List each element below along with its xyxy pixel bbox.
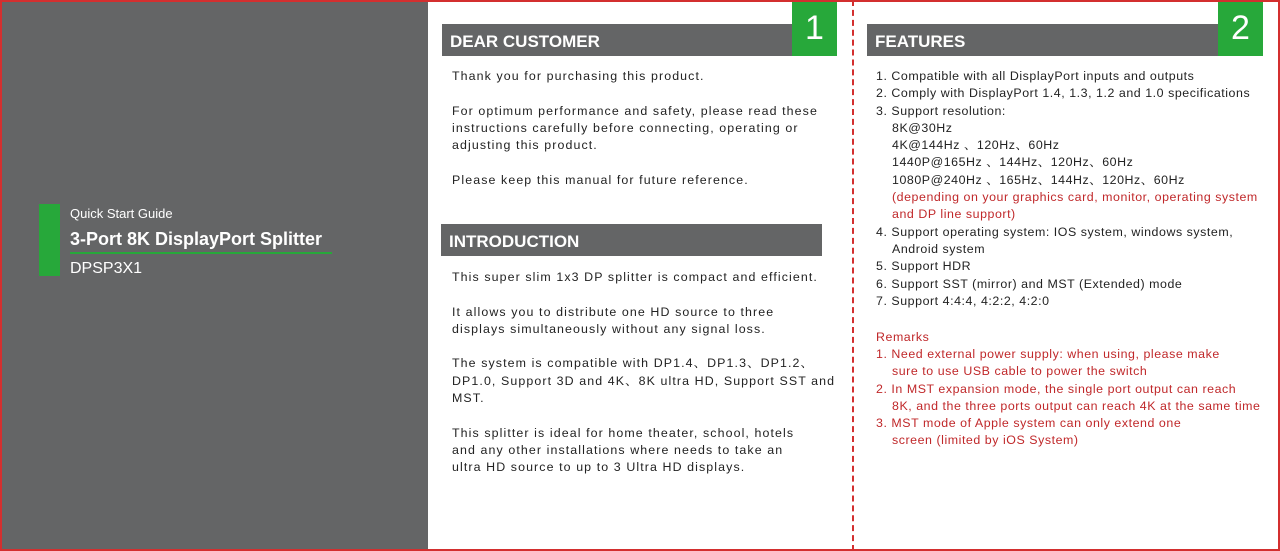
- cover-eyebrow: Quick Start Guide: [70, 206, 173, 221]
- introduction-line: It allows you to distribute one HD source to three: [452, 304, 775, 319]
- cover-title: 3-Port 8K DisplayPort Splitter: [70, 229, 332, 254]
- introduction-line: DP1.0, Support 3D and 4K、8K ultra HD, Support SST and: [452, 373, 836, 388]
- feature-item: and DP line support): [892, 207, 1016, 222]
- remark-item: 3. MST mode of Apple system can only extend one: [876, 416, 1182, 431]
- introduction-line: ultra HD source to up to 3 Ultra HD displays.: [452, 460, 746, 475]
- remark-item: 1. Need external power supply: when using, please make: [876, 347, 1220, 361]
- dear-customer-paragraph: [452, 68, 818, 85]
- dear-customer-line: instructions carefully before connecting, operating or: [452, 120, 799, 135]
- remark-item: 8K, and the three ports output can reach 4K at the same time: [892, 398, 1261, 413]
- remarks-list: [876, 346, 1260, 450]
- remark-item: screen (limited by iOS System): [892, 433, 1079, 448]
- introduction-line: MST.: [452, 391, 485, 406]
- dear-customer-paragraph: [452, 172, 818, 189]
- introduction-text: [452, 269, 835, 494]
- page-divider: [852, 0, 854, 551]
- dear-customer-paragraph: [452, 103, 818, 155]
- introduction-paragraph: [452, 355, 835, 407]
- introduction-paragraph: [452, 425, 835, 477]
- feature-item: 3. Support resolution:: [876, 103, 1006, 118]
- feature-item: 1440P@165Hz 、144Hz、120Hz、60Hz: [892, 155, 1134, 170]
- feature-item: 2. Comply with DisplayPort 1.4, 1.3, 1.2 and 1.0 specifications: [876, 86, 1251, 101]
- feature-item: 7. Support 4:4:4, 4:2:2, 4:2:0: [876, 293, 1050, 308]
- cover-accent-bar: [39, 204, 60, 276]
- dear-customer-line: Thank you for purchasing this product.: [452, 69, 705, 83]
- features-heading: FEATURES: [867, 24, 1263, 56]
- dear-customer-text: [452, 68, 818, 206]
- feature-item: Android system: [892, 241, 986, 256]
- feature-item: 4K@144Hz 、120Hz、60Hz: [892, 138, 1060, 153]
- introduction-paragraph: [452, 269, 835, 286]
- introduction-paragraph: [452, 304, 835, 339]
- page-number-2: 2: [1218, 2, 1263, 56]
- introduction-line: This splitter is ideal for home theater, school, hotels: [452, 425, 795, 440]
- introduction-line: displays simultaneously without any signal loss.: [452, 321, 766, 336]
- cover-model: DPSP3X1: [70, 260, 143, 277]
- introduction-line: This super slim 1x3 DP splitter is compact and efficient.: [452, 270, 818, 284]
- dear-customer-heading: DEAR CUSTOMER: [442, 24, 837, 56]
- feature-item: 1080P@240Hz 、165Hz、144Hz、120Hz、60Hz: [892, 172, 1185, 187]
- dear-customer-line: For optimum performance and safety, please read these: [452, 103, 818, 118]
- remark-item: sure to use USB cable to power the switch: [892, 364, 1148, 379]
- remark-item: 2. In MST expansion mode, the single port output can reach: [876, 381, 1237, 396]
- introduction-line: and any other installations where needs to take an: [452, 442, 784, 457]
- features-list: [876, 68, 1258, 310]
- introduction-line: The system is compatible with DP1.4、DP1.3、DP1.2、: [452, 356, 814, 371]
- feature-item: 6. Support SST (mirror) and MST (Extended) mode: [876, 276, 1183, 291]
- feature-item: (depending on your graphics card, monitor, operating system: [892, 190, 1258, 205]
- feature-item: 8K@30Hz: [892, 120, 953, 135]
- page-number-1: 1: [792, 2, 837, 56]
- dear-customer-line: Please keep this manual for future reference.: [452, 172, 749, 187]
- feature-item: 4. Support operating system: IOS system, windows system,: [876, 224, 1234, 239]
- introduction-heading: INTRODUCTION: [441, 224, 822, 256]
- dear-customer-line: adjusting this product.: [452, 138, 598, 153]
- cover-panel: [0, 0, 428, 551]
- feature-item: 5. Support HDR: [876, 259, 972, 274]
- feature-item: 1. Compatible with all DisplayPort inputs and outputs: [876, 69, 1195, 83]
- remarks-heading: Remarks: [876, 330, 930, 344]
